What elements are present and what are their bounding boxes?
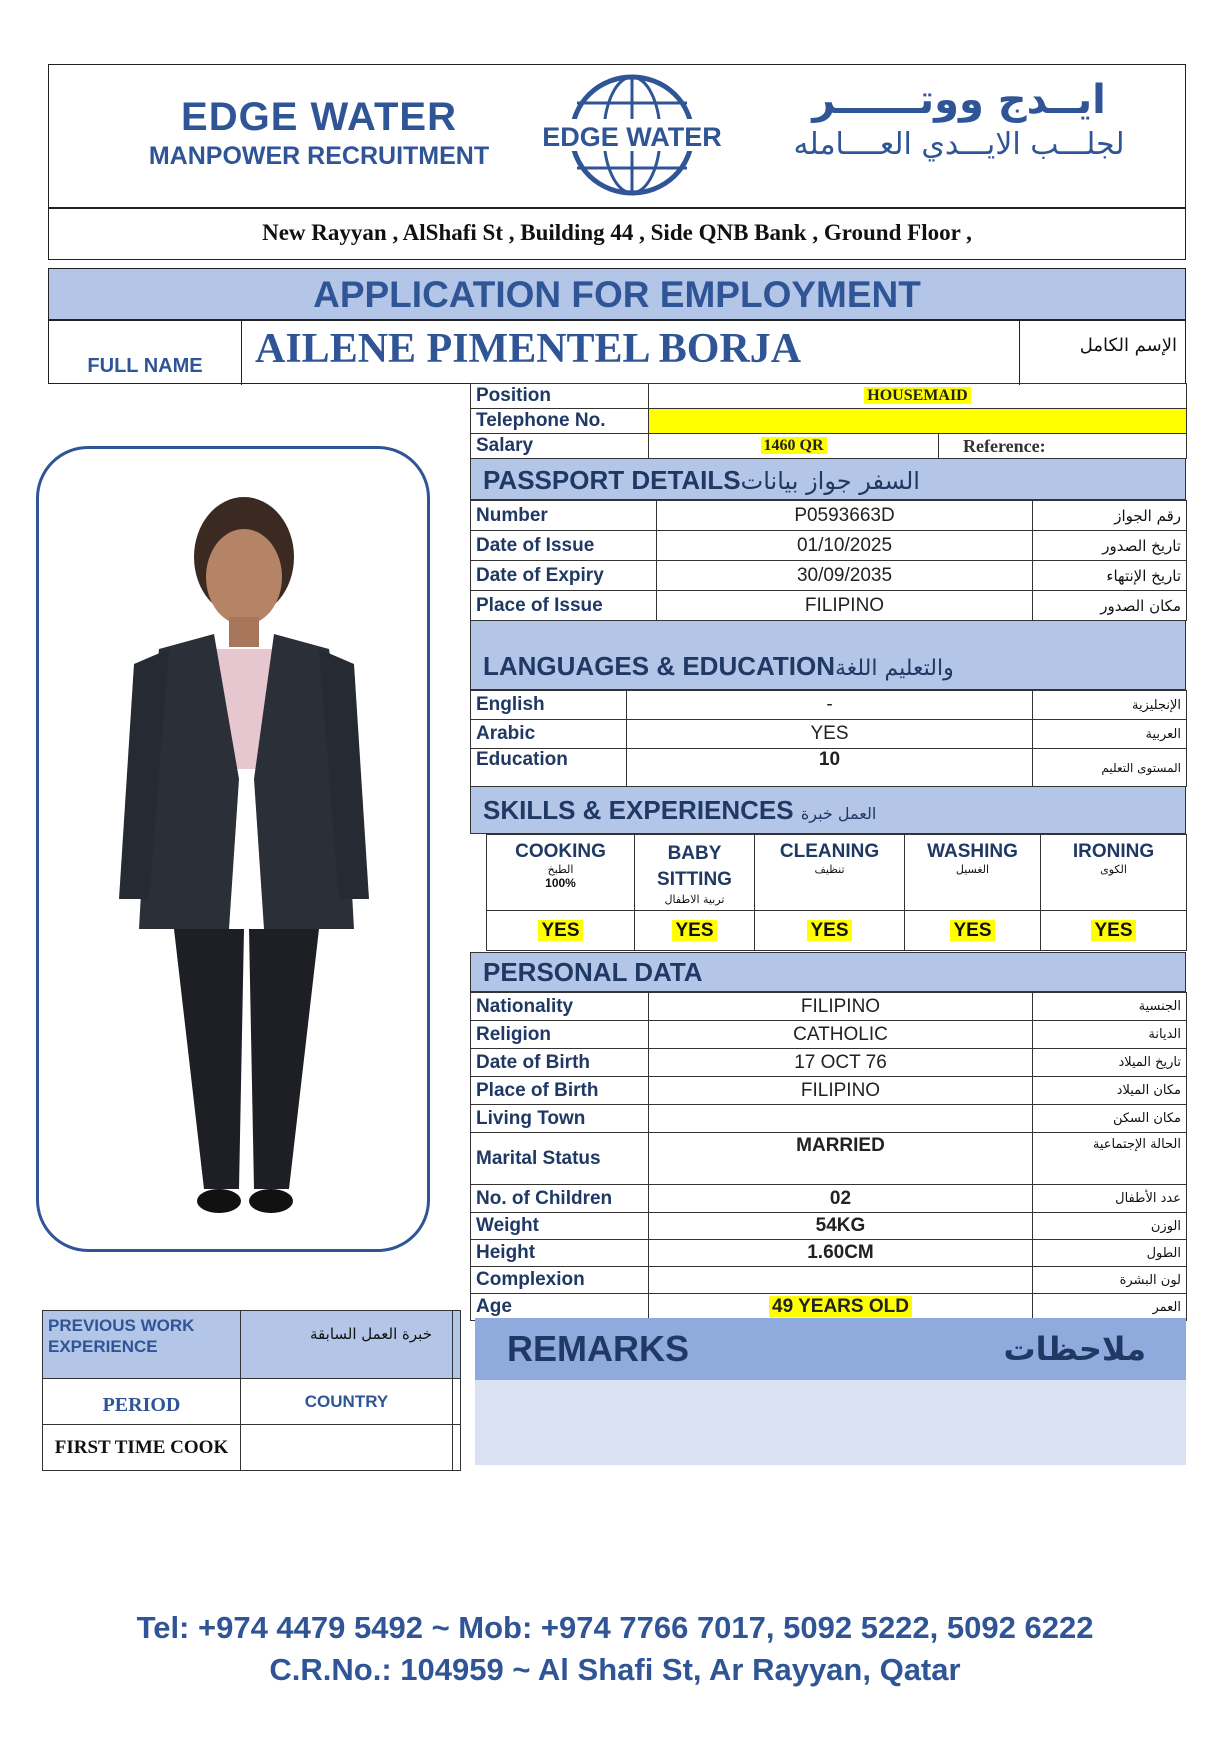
telephone-value — [649, 409, 1187, 434]
table-row: Marital Status MARRIED الحالة الإجتماعية — [471, 1133, 1187, 1185]
position-label: Position — [471, 384, 649, 409]
table-row: Date of Expiry 30/09/2035 تاريخ الإنتهاء — [471, 561, 1187, 591]
table-row: Weight 54KG الوزن — [471, 1213, 1187, 1240]
languages-table — [470, 690, 1187, 787]
skill-ironing: IRONING الكوى — [1041, 835, 1187, 911]
page-title: APPLICATION FOR EMPLOYMENT — [48, 268, 1186, 320]
full-name-row — [48, 320, 1186, 384]
personal-section-title: PERSONAL DATA — [470, 952, 1186, 992]
languages-section-title: LANGUAGES & EDUCATIONوالتعليم اللغة — [470, 620, 1186, 690]
table-row: Complexion لون البشرة — [471, 1267, 1187, 1294]
position-value: HOUSEMAID — [649, 384, 1187, 409]
table-row: Date of Birth 17 OCT 76 تاريخ الميلاد — [471, 1049, 1187, 1077]
previous-work-title: PREVIOUS WORK EXPERIENCE — [43, 1311, 241, 1379]
address-bar: New Rayyan , AlShafi St , Building 44 , Side QNB Bank , Ground Floor , — [48, 208, 1186, 260]
period-label: PERIOD — [43, 1379, 241, 1425]
table-row: Place of Birth FILIPINO مكان الميلاد — [471, 1077, 1187, 1105]
job-table — [470, 383, 1187, 459]
full-name-label-ar: الإسم الكامل — [1019, 321, 1187, 385]
remarks-body — [475, 1380, 1186, 1465]
remarks-title-ar: ملاحظات — [1003, 1330, 1146, 1368]
skills-table: COOKING الطبخ 100% BABY SITTING تربية الاطفال CLEANING تنظيف WASHING الغسيل IRONING الكوى YES YES YES YES YES — [486, 834, 1187, 951]
table-row: Arabic YES العربية — [471, 720, 1187, 749]
passport-table — [470, 500, 1187, 621]
skill-washing: WASHING الغسيل — [905, 835, 1041, 911]
country-label: COUNTRY — [241, 1379, 453, 1425]
table-row: English - الإنجليزية — [471, 691, 1187, 720]
applicant-photo-frame — [36, 446, 430, 1252]
letterhead — [48, 64, 1186, 208]
full-name-label: FULL NAME — [49, 321, 242, 385]
salary-label: Salary — [471, 434, 649, 459]
salary-value: 1460 QR — [649, 434, 939, 459]
telephone-label: Telephone No. — [471, 409, 649, 434]
footer-address-line: C.R.No.: 104959 ~ Al Shafi St, Ar Rayyan, Qatar — [269, 1652, 961, 1687]
remarks-header — [475, 1318, 1186, 1380]
passport-section-title: PASSPORT DETAILSالسفر جواز بيانات — [470, 458, 1186, 500]
table-row: Place of Issue FILIPINO مكان الصدور — [471, 591, 1187, 621]
company-name-en: EDGE WATER MANPOWER RECRUITMENT — [148, 95, 490, 170]
skill-baby-sitting: BABY SITTING تربية الاطفال — [635, 835, 755, 911]
previous-work-title-ar: خبرة العمل السابقة — [241, 1311, 453, 1379]
footer-contact — [0, 1610, 1230, 1688]
skill-cleaning: CLEANING تنظيف — [755, 835, 905, 911]
table-row: Nationality FILIPINO الجنسية — [471, 993, 1187, 1021]
table-row: Age 49 YEARS OLD العمر — [471, 1294, 1187, 1321]
skill-cooking: COOKING الطبخ 100% — [487, 835, 635, 911]
table-row: Living Town مكان السكن — [471, 1105, 1187, 1133]
table-row: Date of Issue 01/10/2025 تاريخ الصدور — [471, 531, 1187, 561]
previous-work-entry: FIRST TIME COOK — [43, 1425, 241, 1471]
table-row: No. of Children 02 عدد الأطفال — [471, 1185, 1187, 1213]
table-row: Education 10 المستوى التعليم — [471, 749, 1187, 787]
personal-table — [470, 992, 1187, 1321]
table-row: Number P0593663D رقم الجواز — [471, 501, 1187, 531]
applicant-photo — [39, 449, 427, 1249]
footer-phone-line: Tel: +974 4479 5492 ~ Mob: +974 7766 7017, 5092 5222, 5092 6222 — [136, 1610, 1094, 1645]
table-row: Religion CATHOLIC الديانة — [471, 1021, 1187, 1049]
company-name-ar: ايــدج ووتــــــر لجلـــب الايـــدي العــــامله — [793, 77, 1125, 162]
company-logo: EDGE WATER — [537, 73, 727, 203]
skills-section-title: SKILLS & EXPERIENCES العمل خبرة — [470, 786, 1186, 834]
remarks-title: REMARKS — [507, 1328, 690, 1369]
full-name-value: AILENE PIMENTEL BORJA — [255, 326, 802, 372]
previous-work-table — [42, 1310, 461, 1471]
reference-label: Reference: — [939, 434, 1187, 459]
table-row: Height 1.60CM الطول — [471, 1240, 1187, 1267]
